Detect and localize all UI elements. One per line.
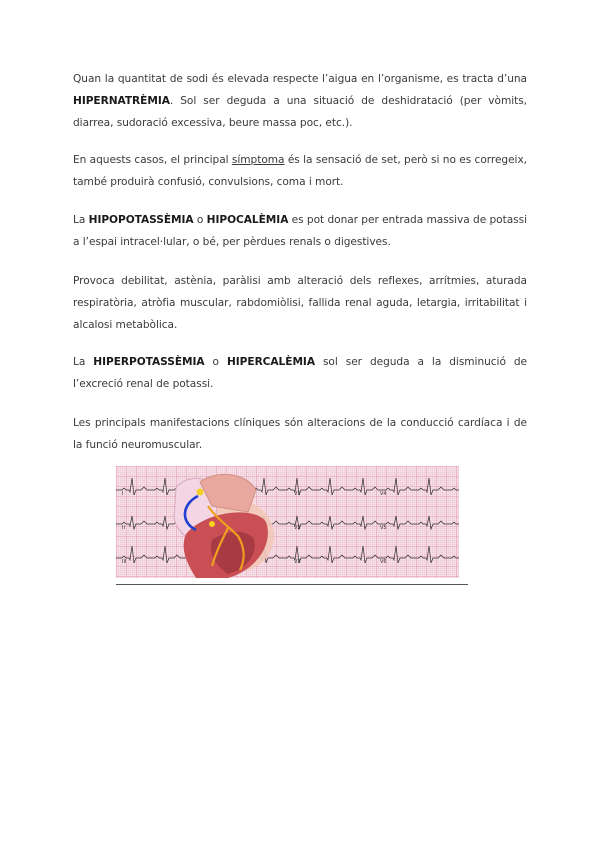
lead-label-v2: V2 [294,525,301,531]
lead-label-v4: V4 [380,491,387,497]
lead-label-iii: III [122,559,127,565]
paragraph-manifestacions: Les principals manifestacions clíniques són alteracions de la conducció cardíaca i de la funció neuromuscular. [73,417,527,451]
figure-divider [116,584,468,585]
lead-label-ii: II [122,525,125,531]
lead-label-v5: V5 [380,525,387,531]
ecg-heart-figure [116,466,459,578]
lead-label-v1: V1 [294,491,301,497]
lead-label-v6: V6 [380,559,387,565]
heart-illustration [116,466,459,578]
term-hipocalemia: HIPOCALÈMIA [206,214,289,226]
lead-label-i: I [122,491,124,497]
paragraph-simptomes: Provoca debilitat, astènia, paràlisi amb alteració dels reflexes, arrítmies, aturada respiratòria, atròfia muscular, rabdomiòlisi, fallida renal aguda, letargia, irritabilitat i alcalosi metabòlica. [73,275,527,331]
term-hipercalemia: HIPERCALÈMIA [226,356,315,368]
term-hipopotassemia: HIPOPOTASSÈMIA [88,214,194,226]
term-hiperpotassemia: HIPERPOTASSÈMIA [93,356,205,368]
paragraph-hipopotassemia: La HIPOPOTASSÈMIA o HIPOCALÈMIA es pot donar per entrada massiva de potassi a l’espai intracel·lular, o bé, per pèrdues renals o digestives. [73,214,527,248]
paragraph-simptoma: En aquests casos, el principal símptoma és la sensació de set, però si no es corregeix, també produirà confusió, convulsions, coma i mort. [73,154,527,188]
paragraph-hiperpotassemia: La HIPERPOTASSÈMIA o HIPERCALÈMIA sol ser deguda a la disminució de l’excreció renal de potassi. [73,356,527,390]
paragraph-hipernatremia: Quan la quantitat de sodi és elevada respecte l’aigua en l’organisme, es tracta d’una HIPERNATRÈMIA. Sol ser deguda a una situació de deshidratació (per vòmits, diarrea, sudoració excessiva, beure massa poc, etc.). [73,73,527,129]
term-hipernatremia: HIPERNATRÈMIA [73,95,170,107]
heart-icon [174,474,274,578]
lead-label-v3: V3 [294,559,301,565]
link-simptoma[interactable]: símptoma [231,154,285,166]
